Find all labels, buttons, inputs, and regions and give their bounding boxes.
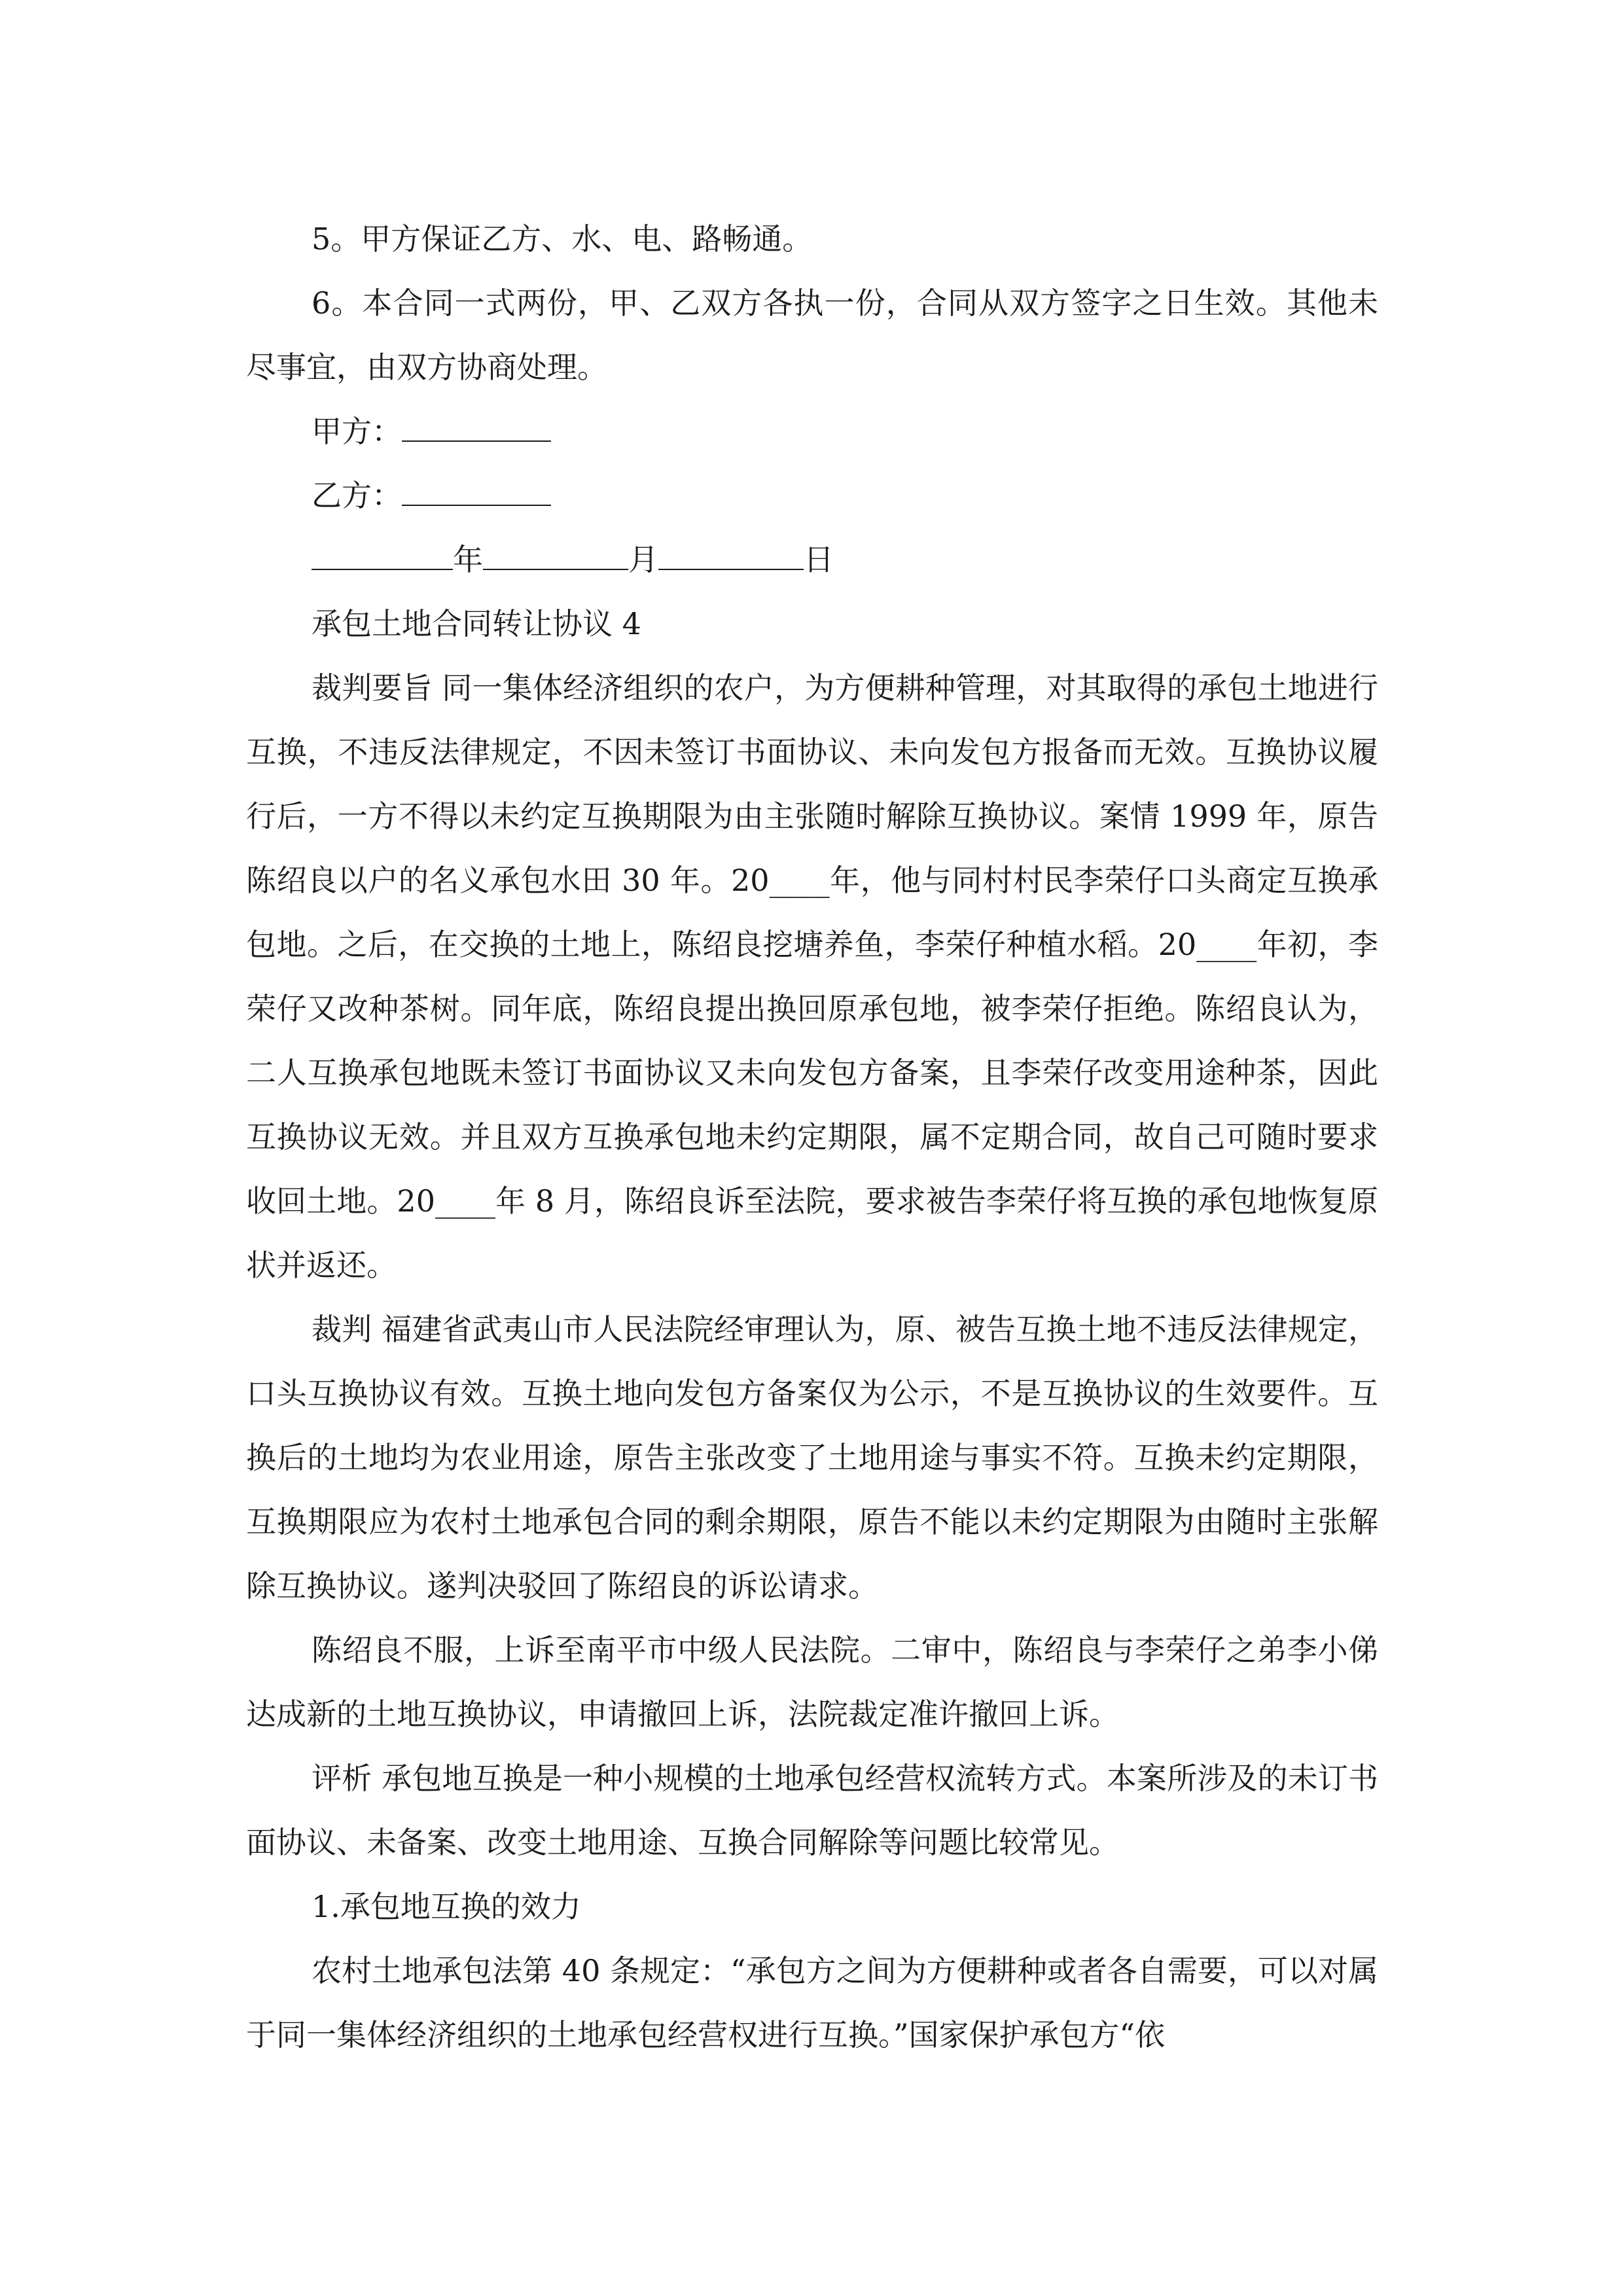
party-a-label: 甲方： xyxy=(312,414,402,449)
paragraph-judgment: 裁判 福建省武夷山市人民法院经审理认为，原、被告互换土地不违反法律规定，口头互换协议有效。互换土地向发包方备案仅为公示，不是互换协议的生效要件。互换后的土地均为农业用途，原告主张改变了土地用途与事实不符。互换未约定期限，互换期限应为农村土地承包合同的剩余期限，原告不能以未约定期限为由随时主张解除互换协议。遂判决驳回了陈绍良的诉讼请求。 xyxy=(246,1312,1378,1604)
month-blank xyxy=(483,529,628,570)
day-label: 日 xyxy=(804,542,834,577)
subheading-validity: 1.承包地互换的效力 xyxy=(312,1889,581,1924)
month-label: 月 xyxy=(628,542,658,577)
paragraph-appeal: 陈绍良不服，上诉至南平市中级人民法院。二审中，陈绍良与李荣仔之弟李小俤达成新的土地互换协议，申请撤回上诉，法院裁定准许撤回上诉。 xyxy=(246,1632,1378,1732)
paragraph-case-summary: 裁判要旨 同一集体经济组织的农户，为方便耕种管理，对其取得的承包土地进行互换，不违反法律规定，不因未签订书面协议、未向发包方报备而无效。互换协议履行后，一方不得以未约定互换期限为由主张随时解除互换协议。案情 1999 年，原告陈绍良以户的名义承包水田 30 年。20____年，他与同村村民李荣仔口头商定互换承包地。之后，在交换的土地上，陈绍良挖塘养鱼，李荣仔种植水稻。20____年初，李荣仔又改种茶树。同年底，陈绍良提出换回原承包地，被李荣仔拒绝。陈绍良认为，二人互换承包地既未签订书面协议又未向发包方备案，且李荣仔改变用途种茶，因此互换协议无效。并且双方互换承包地未约定期限，属不定期合同，故自己可随时要求收回土地。20____年 8 月，陈绍良诉至法院，要求被告李荣仔将互换的承包地恢复原状并返还。 xyxy=(246,670,1378,1283)
year-blank xyxy=(312,529,453,570)
clause-6: 6。本合同一式两份，甲、乙双方各执一份，合同从双方签字之日生效。其他未尽事宜，由双方协商处理。 xyxy=(246,285,1378,385)
clause-5: 5。甲方保证乙方、水、电、路畅通。 xyxy=(312,221,813,257)
party-b-label: 乙方： xyxy=(312,478,402,513)
document-body xyxy=(246,207,1378,2067)
date-line xyxy=(246,528,1378,592)
section-title: 承包土地合同转让协议 4 xyxy=(312,606,641,641)
paragraph-law-article: 农村土地承包法第 40 条规定：“承包方之间为方便耕种或者各自需要，可以对属于同一集体经济组织的土地承包经营权进行互换。”国家保护承包方“依 xyxy=(246,1953,1378,2053)
party-a-signature-line xyxy=(246,399,1378,463)
paragraph-analysis: 评析 承包地互换是一种小规模的土地承包经营权流转方式。本案所涉及的未订书面协议、未备案、改变土地用途、互换合同解除等问题比较常见。 xyxy=(246,1761,1378,1860)
year-label: 年 xyxy=(453,542,483,577)
party-a-signature-blank xyxy=(402,401,551,442)
day-blank xyxy=(658,529,804,570)
party-b-signature-line xyxy=(246,463,1378,528)
party-b-signature-blank xyxy=(402,465,551,506)
